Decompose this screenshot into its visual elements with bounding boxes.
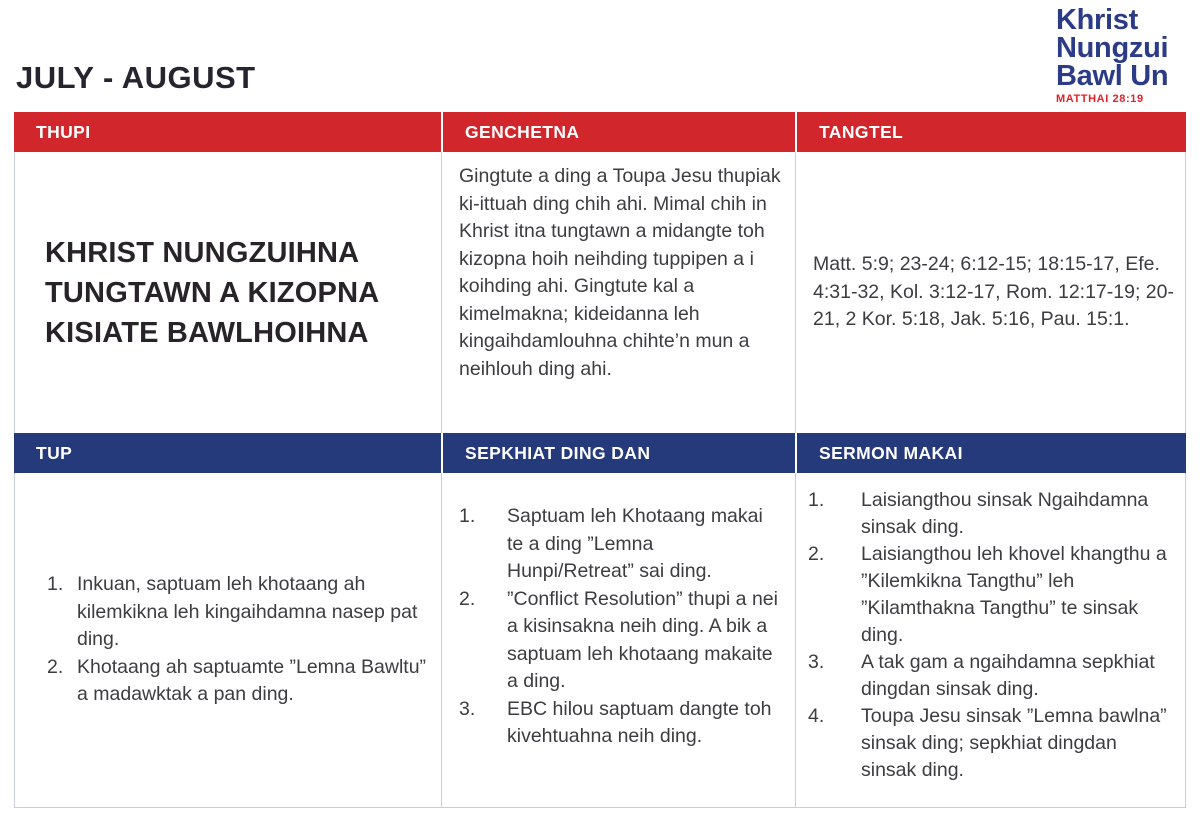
cell-thupi [14, 152, 441, 433]
list-item [459, 696, 781, 751]
schedule-table [14, 112, 1186, 808]
page-title: JULY - AUGUST [16, 60, 256, 95]
list-item-number: 4. [808, 705, 825, 727]
logo-line-3: Bawl Un [1056, 60, 1169, 92]
sermon-list [808, 487, 1173, 784]
list-item [808, 703, 1173, 784]
list-item-number: 1. [459, 505, 476, 527]
header-tup: TUP [14, 433, 441, 473]
list-item [808, 487, 1173, 541]
table-header-row-2 [14, 433, 1186, 473]
logo-subtitle: MATTHAI 28:19 [1056, 93, 1144, 105]
theme-title: KHRIST NUNGZUIHNA TUNGTAWN A KIZOPNA KISIATE BAWLHOIHNA [45, 236, 379, 349]
list-item-text: Laisiangthou sinsak Ngaihdamna sinsak ding. [861, 489, 1149, 538]
list-item-text: A tak gam a ngaihdamna sepkhiat dingdan sinsak ding. [861, 651, 1155, 700]
header-sepkhiat-ding-dan: SEPKHIAT DING DAN [441, 433, 795, 473]
list-item-number: 3. [808, 651, 825, 673]
sepkhiat-list [459, 503, 781, 751]
cell-sepkhiat [441, 473, 795, 808]
logo-line-1: Khrist [1056, 4, 1138, 36]
table-header-row-1 [14, 112, 1186, 152]
tangtel-text: Matt. 5:9; 23-24; 6:12-15; 18:15-17, Efe. 4:31-32, Kol. 3:12-17, Rom. 12:17-19; 20-21, 2 Kor. 5:18, Jak. 5:16, Pau. 15:1. [813, 253, 1174, 331]
list-item-number: 3. [459, 697, 476, 720]
header-sermon-makai: SERMON MAKAI [795, 433, 1186, 473]
logo [1056, 6, 1168, 105]
header-thupi: THUPI [14, 112, 441, 152]
list-item-number: 1. [47, 573, 64, 596]
genchetna-text: Gingtute a ding a Toupa Jesu thupiak ki-ittuah ding chih ahi. Mimal chih in Khrist itna tungtawn a midangte toh kizopna hoih neihding tuppipen a i koihding ahi. Gingtute kal a kimelmakna; kideidanna leh kingaihdamlouhna chihte’n mun a neihlouh ding ahi. [459, 165, 781, 380]
header-genchetna: GENCHETNA [441, 112, 795, 152]
list-item-text: Laisiangthou leh khovel khangthu a ”Kilemkikna Tangthu” leh ”Kilamthakna Tangthu” te sinsak ding. [861, 543, 1167, 646]
cell-sermon [795, 473, 1186, 808]
cell-tup [14, 473, 441, 808]
list-item-text: Inkuan, saptuam leh khotaang ah kilemkikna leh kingaihdamna nasep pat ding. [77, 573, 418, 651]
tup-list [47, 571, 429, 709]
list-item [459, 503, 781, 586]
list-item [459, 586, 781, 696]
list-item-number: 2. [459, 587, 476, 610]
list-item-number: 2. [808, 543, 825, 565]
cell-genchetna [441, 152, 795, 433]
list-item [808, 649, 1173, 703]
list-item-number: 1. [808, 489, 825, 511]
table-content-row-1 [14, 152, 1186, 433]
list-item [47, 654, 429, 709]
list-item [808, 541, 1173, 649]
list-item-text: Saptuam leh Khotaang makai te a ding ”Lemna Hunpi/Retreat” sai ding. [507, 505, 763, 582]
cell-tangtel [795, 152, 1186, 433]
header-tangtel: TANGTEL [795, 112, 1186, 152]
list-item-text: ”Conflict Resolution” thupi a nei a kisinsakna neih ding. A bik a saptuam leh khotaang makaite a ding. [507, 587, 778, 692]
list-item [47, 571, 429, 654]
list-item-text: Khotaang ah saptuamte ”Lemna Bawltu” a madawktak a pan ding. [77, 655, 427, 706]
table-content-row-2 [14, 473, 1186, 808]
list-item-text: Toupa Jesu sinsak ”Lemna bawlna” sinsak ding; sepkhiat dingdan sinsak ding. [861, 705, 1167, 781]
list-item-number: 2. [47, 655, 64, 678]
list-item-text: EBC hilou saptuam dangte toh kivehtuahna neih ding. [507, 697, 772, 747]
logo-line-2: Nungzui [1056, 32, 1169, 64]
